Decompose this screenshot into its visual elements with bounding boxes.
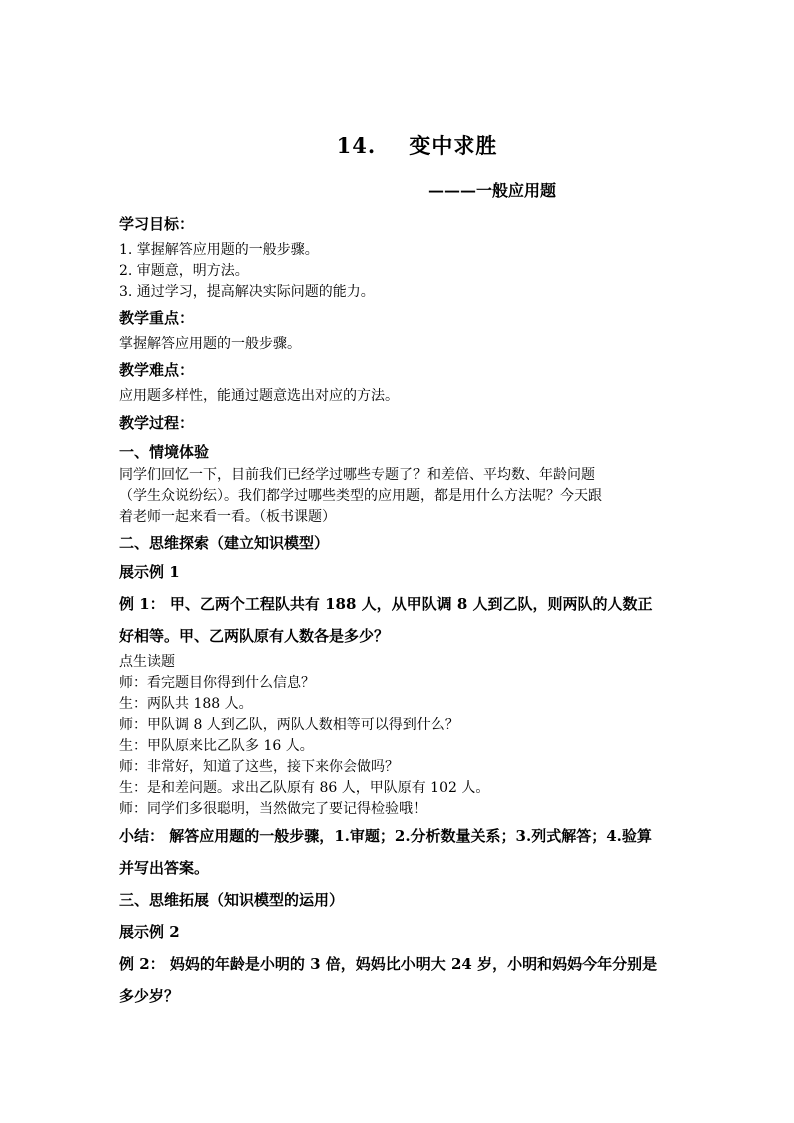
section-1-line: 同学们回忆一下，目前我们已经学过哪些专题了？和差倍、平均数、年龄问题 bbox=[119, 467, 595, 483]
dialogue-line: 生：甲队原来比乙队多 16 人。 bbox=[119, 738, 314, 754]
example-1-line: 例 1： 甲、乙两个工程队共有 188 人，从甲队调 8 人到乙队，则两队的人数正 bbox=[119, 595, 653, 613]
key-text: 掌握解答应用题的一般步骤。 bbox=[119, 336, 301, 352]
example-2-line: 多少岁？ bbox=[119, 987, 180, 1005]
example-2-line: 例 2： 妈妈的年龄是小明的 3 倍，妈妈比小明大 24 岁，小明和妈妈今年分别是 bbox=[119, 955, 658, 973]
section-2-heading: 二、思维探索（建立知识模型） bbox=[119, 534, 330, 552]
dialogue-line: 师：看完题目你得到什么信息？ bbox=[119, 675, 315, 691]
summary-line: 并写出答案。 bbox=[119, 859, 210, 877]
example-1-line: 好相等。甲、乙两队原有人数各是多少？ bbox=[119, 627, 390, 645]
lesson-subtitle: ———一般应用题 bbox=[428, 181, 557, 200]
dialogue-line: 生：是和差问题。求出乙队原有 86 人，甲队原有 102 人。 bbox=[119, 780, 490, 796]
dialogue-line: 师：同学们多很聪明，当然做完了要记得检验哦！ bbox=[119, 801, 427, 817]
lesson-title: 14. 变中求胜 bbox=[336, 133, 498, 158]
goal-item: 1. 掌握解答应用题的一般步骤。 bbox=[119, 242, 319, 258]
section-1-line: （学生众说纷纭）。我们都学过哪些类型的应用题，都是用什么方法呢？今天跟 bbox=[119, 488, 602, 504]
dialogue-line: 师：甲队调 8 人到乙队，两队人数相等可以得到什么？ bbox=[119, 717, 459, 733]
goals-heading: 学习目标： bbox=[119, 215, 195, 233]
dialogue-line: 师：非常好，知道了这些，接下来你会做吗？ bbox=[119, 759, 399, 775]
difficulty-text: 应用题多样性，能通过题意选出对应的方法。 bbox=[119, 388, 399, 404]
example-2-label: 展示例 2 bbox=[119, 923, 180, 941]
section-1-line: 着老师一起来看一看。（板书课题） bbox=[119, 509, 336, 525]
section-3-heading: 三、思维拓展（知识模型的运用） bbox=[119, 891, 345, 909]
summary-line: 小结： 解答应用题的一般步骤，1.审题；2.分析数量关系；3.列式解答；4.验算 bbox=[119, 827, 652, 845]
dialogue-line: 点生读题 bbox=[119, 654, 175, 670]
document-body bbox=[119, 212, 679, 1012]
section-1-heading: 一、情境体验 bbox=[119, 443, 210, 461]
key-heading: 教学重点： bbox=[119, 309, 195, 327]
example-1-label: 展示例 1 bbox=[119, 563, 180, 581]
goal-item: 2. 审题意，明方法。 bbox=[119, 263, 249, 279]
goal-item: 3. 通过学习，提高解决实际问题的能力。 bbox=[119, 284, 375, 300]
difficulty-heading: 教学难点： bbox=[119, 361, 195, 379]
process-heading: 教学过程： bbox=[119, 414, 195, 432]
dialogue-line: 生：两队共 188 人。 bbox=[119, 696, 253, 712]
